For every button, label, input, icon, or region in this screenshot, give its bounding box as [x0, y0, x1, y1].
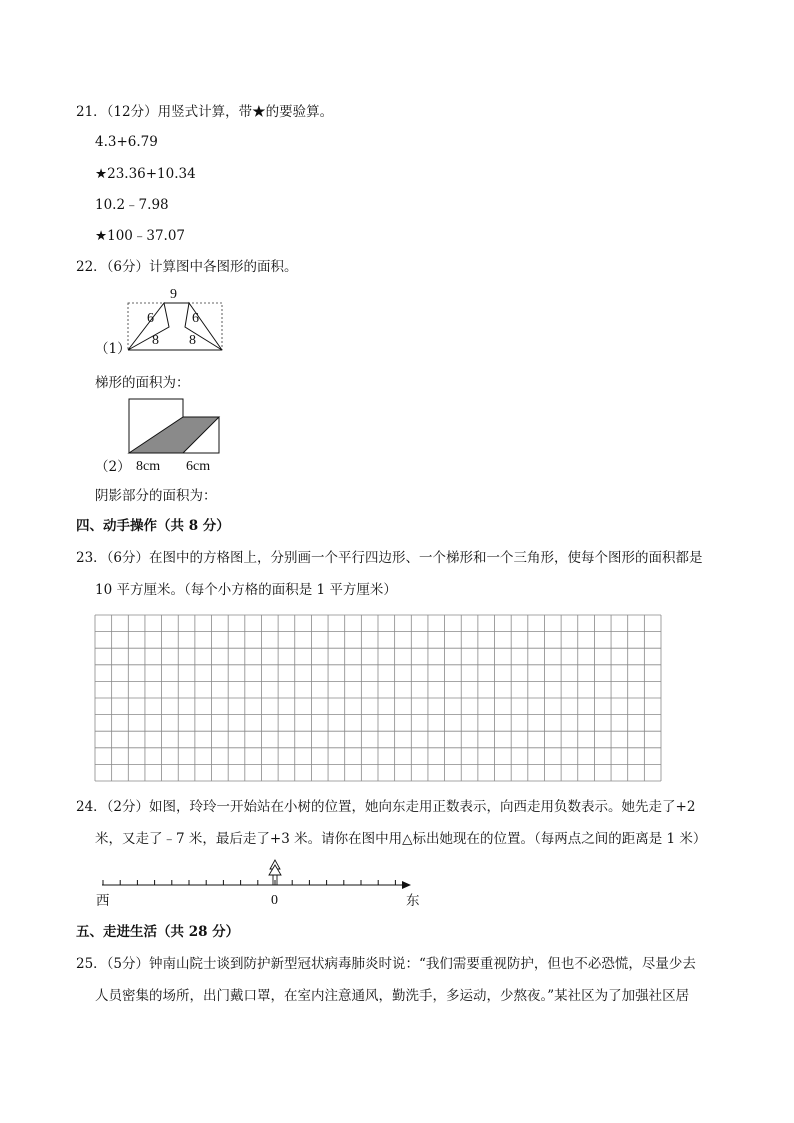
fig1-right-bottom: 8	[189, 333, 196, 348]
q21-item-1: 4.3+6.79	[95, 134, 158, 150]
fig1-label: （1）	[95, 341, 131, 357]
number-line[interactable]	[90, 858, 420, 890]
section-4-title: 四、动手操作（共 8 分）	[76, 518, 230, 534]
fig1-left-bottom: 8	[152, 333, 159, 348]
q24-line-1: 24．（2分）如图，玲玲一开始站在小树的位置，她向东走用正数表示，向西走用负数表示。她先走了+2	[76, 799, 696, 815]
fig1-top-length: 9	[170, 287, 177, 302]
q23-line-1: 23．（6分）在图中的方格图上，分别画一个平行四边形、一个梯形和一个三角形，使每个图形的面积都是	[76, 550, 703, 566]
q21-item-3: 10.2﹣7.98	[95, 197, 169, 213]
section-5-title: 五、走进生活（共 28 分）	[76, 924, 240, 940]
number-line-zero-label: 0	[271, 893, 278, 908]
q23-line-2: 10 平方厘米。（每个小方格的面积是 1 平方厘米）	[95, 582, 397, 598]
q22-header: 22．（6分）计算图中各图形的面积。	[76, 259, 298, 275]
number-line-east-label: 东	[406, 893, 420, 909]
square-grid[interactable]	[94, 614, 662, 782]
fig2-dim-right: 6cm	[186, 459, 211, 474]
q22-answer-2: 阴影部分的面积为：	[95, 488, 217, 504]
number-line-west-label: 西	[96, 893, 110, 909]
fig2-dim-left: 8cm	[136, 459, 161, 474]
q21-item-2: ★23.36+10.34	[95, 166, 196, 182]
q24-line-2: 米，又走了﹣7 米，最后走了+3 米。请你在图中用△标出她现在的位置。（每两点之间的距离是 1 米）	[95, 831, 707, 847]
number-line-arrow	[402, 881, 411, 889]
q25-line-2: 人员密集的场所，出门戴口罩，在室内注意通风，勤洗手，多运动，少熬夜。”某社区为了加强社区居	[95, 988, 690, 1004]
fig2-label: （2）	[95, 459, 131, 475]
q21-item-4: ★100﹣37.07	[95, 228, 186, 244]
fig1-left-side: 6	[147, 311, 154, 326]
q22-answer-1: 梯形的面积为：	[95, 375, 190, 391]
fig1-right-side: 6	[192, 311, 199, 326]
q21-header: 21．（12分）用竖式计算，带★的要验算。	[76, 104, 334, 120]
fig2-diagram	[128, 398, 222, 456]
q25-line-1: 25．（5分）钟南山院士谈到防护新型冠状病毒肺炎时说：“我们需要重视防护，但也不必恐慌，尽量少去	[76, 956, 696, 972]
